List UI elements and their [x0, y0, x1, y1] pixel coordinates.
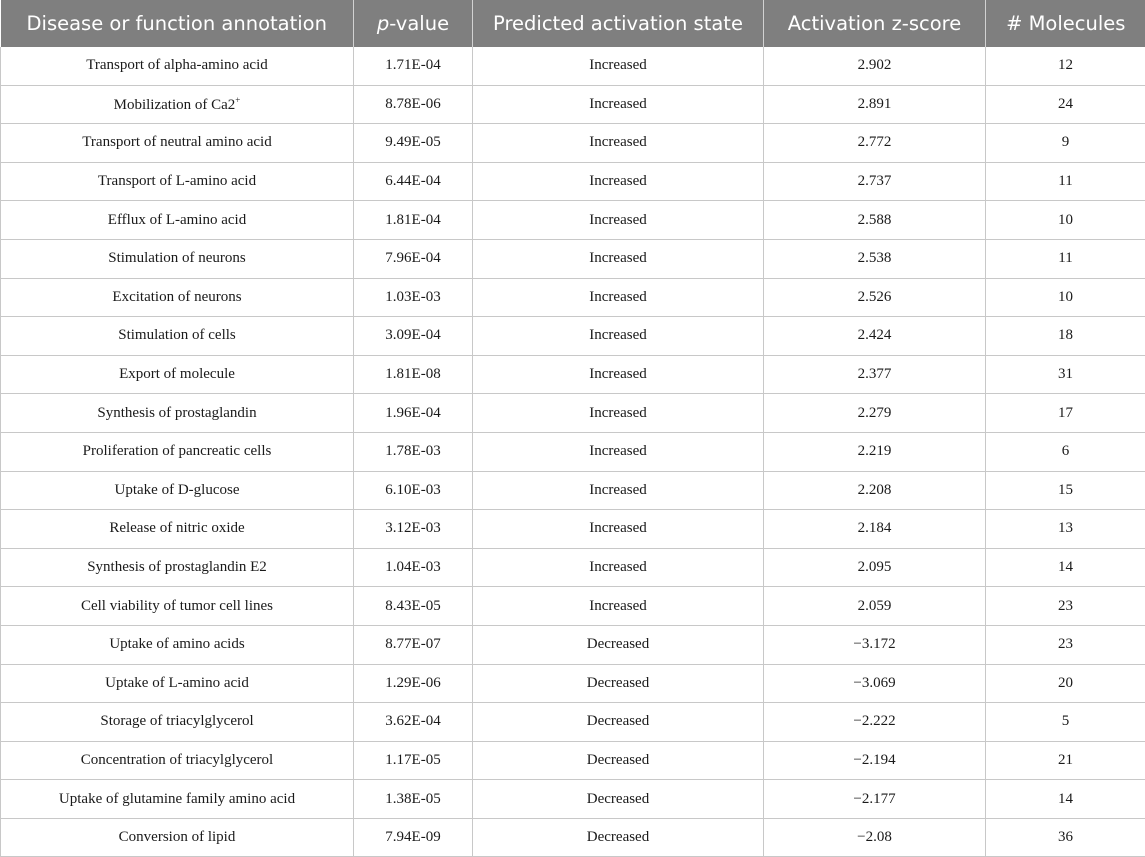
cell-z-score: 2.737 [764, 162, 986, 201]
header-z-score: Activation z-score [764, 0, 986, 47]
cell-annotation [1, 355, 354, 394]
annotation-text: Cell viability of tumor cell lines [80, 597, 274, 614]
cell-p-value: 1.29E-06 [354, 664, 473, 703]
annotation-text: Concentration of triacylglycerol [80, 751, 274, 768]
header-p-value [354, 0, 473, 47]
cell-molecules: 18 [986, 317, 1145, 356]
cell-activation-state: Increased [473, 317, 764, 356]
cell-molecules: 12 [986, 47, 1145, 85]
cell-molecules: 6 [986, 432, 1145, 471]
annotation-text: Efflux of L-amino acid [107, 211, 247, 228]
cell-molecules: 36 [986, 818, 1145, 857]
cell-z-score: 2.588 [764, 201, 986, 240]
cell-molecules: 20 [986, 664, 1145, 703]
cell-z-score: 2.279 [764, 394, 986, 433]
annotation-text: Stimulation of neurons [108, 250, 246, 267]
annotation-text: Export of molecule [119, 366, 235, 383]
annotation-text: Stimulation of cells [118, 327, 236, 344]
cell-annotation [1, 818, 354, 857]
cell-annotation [1, 47, 354, 85]
header-p-value-italic: p [376, 12, 390, 35]
cell-molecules: 10 [986, 201, 1145, 240]
cell-molecules: 11 [986, 239, 1145, 278]
cell-z-score: 2.208 [764, 471, 986, 510]
cell-p-value: 3.12E-03 [354, 510, 473, 549]
cell-p-value: 3.09E-04 [354, 317, 473, 356]
cell-z-score: 2.184 [764, 510, 986, 549]
table-row [1, 239, 1145, 278]
cell-z-score: 2.538 [764, 239, 986, 278]
cell-activation-state: Increased [473, 355, 764, 394]
table-row [1, 124, 1145, 163]
cell-molecules: 24 [986, 85, 1145, 124]
cell-p-value: 1.03E-03 [354, 278, 473, 317]
cell-annotation [1, 278, 354, 317]
cell-molecules: 23 [986, 587, 1145, 626]
annotation-text: Transport of L-amino acid [97, 173, 257, 190]
cell-p-value: 7.96E-04 [354, 239, 473, 278]
table-row [1, 162, 1145, 201]
header-p-value-rest: -value [389, 12, 450, 35]
table-row [1, 394, 1145, 433]
cell-annotation [1, 394, 354, 433]
cell-activation-state: Increased [473, 47, 764, 85]
table-row [1, 278, 1145, 317]
cell-annotation [1, 162, 354, 201]
table-row [1, 548, 1145, 587]
annotation-text: Storage of triacylglycerol [100, 713, 254, 730]
table-row [1, 780, 1145, 819]
cell-p-value: 6.44E-04 [354, 162, 473, 201]
cell-annotation [1, 239, 354, 278]
cell-molecules: 5 [986, 703, 1145, 742]
table-body [1, 47, 1145, 857]
table-row [1, 85, 1145, 124]
annotation-text: Uptake of glutamine family amino acid [58, 790, 296, 807]
header-activation-state: Predicted activation state [473, 0, 764, 47]
cell-annotation [1, 587, 354, 626]
cell-activation-state: Decreased [473, 780, 764, 819]
cell-activation-state: Increased [473, 278, 764, 317]
cell-activation-state: Increased [473, 548, 764, 587]
cell-z-score: 2.902 [764, 47, 986, 85]
cell-p-value: 1.04E-03 [354, 548, 473, 587]
cell-p-value: 1.81E-04 [354, 201, 473, 240]
cell-z-score: 2.526 [764, 278, 986, 317]
table-row [1, 625, 1145, 664]
cell-annotation [1, 432, 354, 471]
table-header [1, 0, 1145, 47]
cell-p-value: 1.81E-08 [354, 355, 473, 394]
cell-activation-state: Decreased [473, 664, 764, 703]
table-row [1, 471, 1145, 510]
cell-annotation [1, 124, 354, 163]
cell-activation-state: Increased [473, 124, 764, 163]
cell-activation-state: Increased [473, 201, 764, 240]
cell-annotation [1, 780, 354, 819]
cell-molecules: 9 [986, 124, 1145, 163]
annotation-text: Transport of alpha-amino acid [86, 57, 268, 74]
cell-p-value: 8.77E-07 [354, 625, 473, 664]
table-row [1, 432, 1145, 471]
annotation-text: Synthesis of prostaglandin [97, 404, 257, 421]
table-row [1, 510, 1145, 549]
cell-z-score: −3.172 [764, 625, 986, 664]
cell-molecules: 14 [986, 548, 1145, 587]
cell-activation-state: Decreased [473, 741, 764, 780]
cell-annotation [1, 625, 354, 664]
cell-p-value: 1.71E-04 [354, 47, 473, 85]
table-row [1, 355, 1145, 394]
cell-molecules: 10 [986, 278, 1145, 317]
cell-p-value: 1.78E-03 [354, 432, 473, 471]
annotation-text: Uptake of L-amino acid [105, 674, 249, 691]
annotation-superscript: + [235, 94, 241, 105]
cell-annotation [1, 741, 354, 780]
cell-p-value: 6.10E-03 [354, 471, 473, 510]
annotation-text: Conversion of lipid [118, 829, 236, 846]
cell-activation-state: Increased [473, 394, 764, 433]
cell-p-value: 1.38E-05 [354, 780, 473, 819]
cell-z-score: 2.772 [764, 124, 986, 163]
cell-molecules: 31 [986, 355, 1145, 394]
cell-molecules: 17 [986, 394, 1145, 433]
cell-z-score: 2.095 [764, 548, 986, 587]
cell-molecules: 23 [986, 625, 1145, 664]
cell-z-score: 2.377 [764, 355, 986, 394]
cell-molecules: 15 [986, 471, 1145, 510]
cell-z-score: −2.222 [764, 703, 986, 742]
cell-p-value: 1.17E-05 [354, 741, 473, 780]
annotation-text: Excitation of neurons [112, 288, 242, 305]
annotation-text: Transport of neutral amino acid [82, 134, 272, 151]
cell-molecules: 14 [986, 780, 1145, 819]
cell-molecules: 11 [986, 162, 1145, 201]
cell-annotation [1, 201, 354, 240]
table-row [1, 47, 1145, 85]
cell-molecules: 13 [986, 510, 1145, 549]
cell-p-value: 9.49E-05 [354, 124, 473, 163]
table-row [1, 587, 1145, 626]
cell-activation-state: Increased [473, 239, 764, 278]
cell-z-score: 2.891 [764, 85, 986, 124]
annotation-text: Proliferation of pancreatic cells [82, 443, 272, 460]
table-row [1, 664, 1145, 703]
cell-annotation [1, 510, 354, 549]
cell-z-score: 2.059 [764, 587, 986, 626]
annotation-text: Uptake of amino acids [109, 636, 245, 653]
table-row [1, 818, 1145, 857]
cell-z-score: 2.424 [764, 317, 986, 356]
table-row [1, 741, 1145, 780]
header-molecules: # Molecules [986, 0, 1145, 47]
cell-annotation [1, 664, 354, 703]
cell-annotation [1, 548, 354, 587]
table-row [1, 317, 1145, 356]
cell-z-score: −2.08 [764, 818, 986, 857]
table-row [1, 201, 1145, 240]
header-annotation: Disease or function annotation [1, 0, 354, 47]
cell-activation-state: Increased [473, 471, 764, 510]
cell-p-value: 8.43E-05 [354, 587, 473, 626]
annotation-text: Release of nitric oxide [109, 520, 245, 537]
annotation-text: Uptake of D-glucose [114, 481, 240, 498]
cell-activation-state: Increased [473, 510, 764, 549]
cell-annotation [1, 471, 354, 510]
table-row [1, 703, 1145, 742]
cell-molecules: 21 [986, 741, 1145, 780]
annotation-text: Synthesis of prostaglandin E2 [87, 559, 267, 576]
cell-z-score: −2.194 [764, 741, 986, 780]
annotation-text: Mobilization of Ca2 [113, 96, 236, 113]
cell-p-value: 7.94E-09 [354, 818, 473, 857]
cell-z-score: −2.177 [764, 780, 986, 819]
cell-activation-state: Increased [473, 587, 764, 626]
cell-annotation [1, 317, 354, 356]
cell-activation-state: Decreased [473, 703, 764, 742]
cell-activation-state: Decreased [473, 818, 764, 857]
cell-annotation [1, 85, 354, 124]
cell-annotation [1, 703, 354, 742]
header-row [1, 0, 1145, 47]
cell-z-score: 2.219 [764, 432, 986, 471]
cell-activation-state: Increased [473, 162, 764, 201]
cell-p-value: 1.96E-04 [354, 394, 473, 433]
cell-activation-state: Increased [473, 432, 764, 471]
cell-p-value: 3.62E-04 [354, 703, 473, 742]
cell-p-value: 8.78E-06 [354, 85, 473, 124]
cell-activation-state: Decreased [473, 625, 764, 664]
cell-z-score: −3.069 [764, 664, 986, 703]
cell-activation-state: Increased [473, 85, 764, 124]
